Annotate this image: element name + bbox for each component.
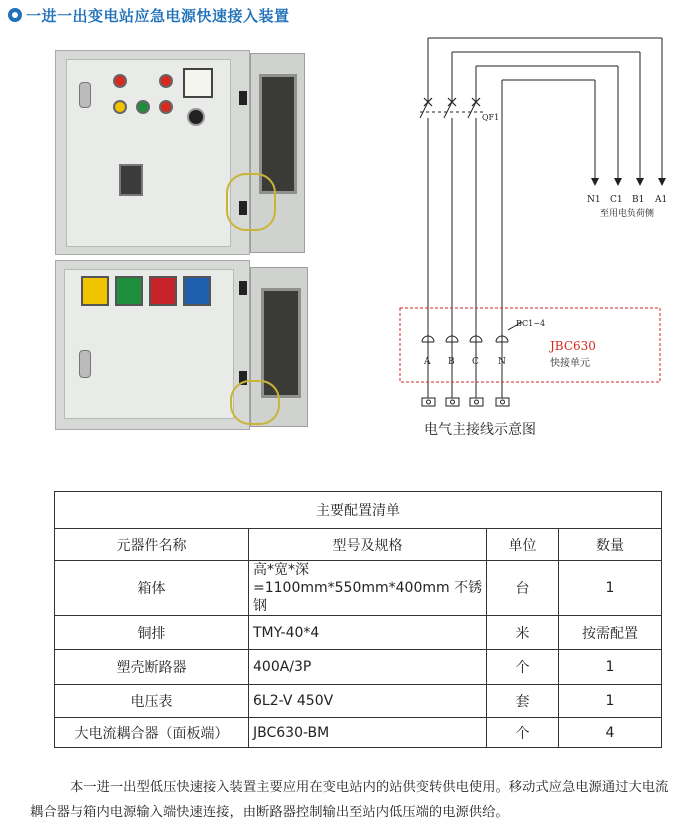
- door-lock-icon: [79, 350, 91, 378]
- table-row: [55, 650, 662, 685]
- load-side-label: 至用电负荷侧: [600, 209, 655, 219]
- cell-unit: 套: [487, 685, 559, 718]
- red-button-icon: [159, 100, 173, 114]
- lower-cabinet: [55, 260, 250, 430]
- cell-unit: 个: [487, 718, 559, 748]
- upper-panel: [66, 59, 231, 247]
- unit-name-label: 快接单元: [550, 358, 590, 369]
- table-row: [55, 561, 662, 616]
- terminal-label: B1: [632, 195, 645, 205]
- cell-model: JBC630-BM: [249, 718, 487, 748]
- red-coupler-icon: [149, 276, 177, 306]
- cell-qty: 1: [559, 561, 662, 616]
- cell-qty: 4: [559, 718, 662, 748]
- config-table: [54, 491, 662, 748]
- terminal-label: A1: [655, 195, 668, 205]
- cell-unit: 个: [487, 650, 559, 685]
- coupler-range-label: BC1~4: [516, 319, 546, 328]
- cell-name: 大电流耦合器（面板端）: [55, 718, 249, 748]
- cell-name: 箱体: [55, 561, 249, 616]
- lower-panel: [64, 269, 234, 419]
- door-lock-icon: [79, 82, 91, 108]
- coupler-label: A: [424, 357, 431, 367]
- cell-name: 电压表: [55, 685, 249, 718]
- hinge-icon: [239, 91, 247, 105]
- table-row: [55, 718, 662, 748]
- coupler-label: B: [448, 357, 455, 367]
- table-caption: 主要配置清单: [55, 492, 662, 529]
- cell-name: 铜排: [55, 616, 249, 650]
- wiring-diagram: [390, 30, 680, 450]
- cell-qty: 1: [559, 685, 662, 718]
- selector-switch-icon: [187, 108, 205, 126]
- cell-model: 6L2-V 450V: [249, 685, 487, 718]
- coupler-label: N: [498, 357, 506, 367]
- cell-model: TMY-40*4: [249, 616, 487, 650]
- yellow-coupler-icon: [81, 276, 109, 306]
- circuit-breaker-icon: [119, 164, 143, 196]
- column-header: 单位: [487, 529, 559, 561]
- unit-model-label: JBC630: [550, 339, 596, 353]
- section-header: [8, 4, 290, 26]
- cell-model: 400A/3P: [249, 650, 487, 685]
- column-header: 元器件名称: [55, 529, 249, 561]
- wiring-diagram-svg: [390, 30, 680, 450]
- voltmeter-icon: [183, 68, 213, 98]
- cell-qty: 1: [559, 650, 662, 685]
- breaker-label: QF1: [482, 113, 500, 122]
- cell-unit: 米: [487, 616, 559, 650]
- ground-wire-icon: [226, 173, 276, 231]
- column-header: 型号及规格: [249, 529, 487, 561]
- green-button-icon: [136, 100, 150, 114]
- red-indicator-icon: [113, 74, 127, 88]
- bullet-circle-icon: [8, 8, 22, 22]
- column-header: 数量: [559, 529, 662, 561]
- cell-model: 高*宽*深=1100mm*550mm*400mm 不锈钢: [249, 561, 487, 616]
- description-paragraph: 本一进一出型低压快速接入装置主要应用在变电站内的站供变转供电使用。移动式应急电源通过大电流耦合器与箱内电源输入端快速连接，由断路器控制输出至站内低压端的电源供给。: [30, 780, 669, 820]
- red-indicator-icon: [159, 74, 173, 88]
- coupler-label: C: [472, 357, 479, 367]
- cell-name: 塑壳断路器: [55, 650, 249, 685]
- terminal-label: N1: [587, 195, 601, 205]
- green-coupler-icon: [115, 276, 143, 306]
- hinge-icon: [239, 281, 247, 295]
- upper-cabinet: [55, 50, 250, 255]
- blue-coupler-icon: [183, 276, 211, 306]
- table-row: [55, 685, 662, 718]
- table-row: [55, 616, 662, 650]
- cell-qty: 按需配置: [559, 616, 662, 650]
- cell-unit: 台: [487, 561, 559, 616]
- ground-wire-icon: [230, 380, 280, 425]
- yellow-button-icon: [113, 100, 127, 114]
- page-title: 一进一出变电站应急电源快速接入装置: [26, 6, 290, 25]
- cabinet-photo: [50, 45, 312, 433]
- terminal-label: C1: [610, 195, 623, 205]
- diagram-caption: 电气主接线示意图: [424, 422, 536, 438]
